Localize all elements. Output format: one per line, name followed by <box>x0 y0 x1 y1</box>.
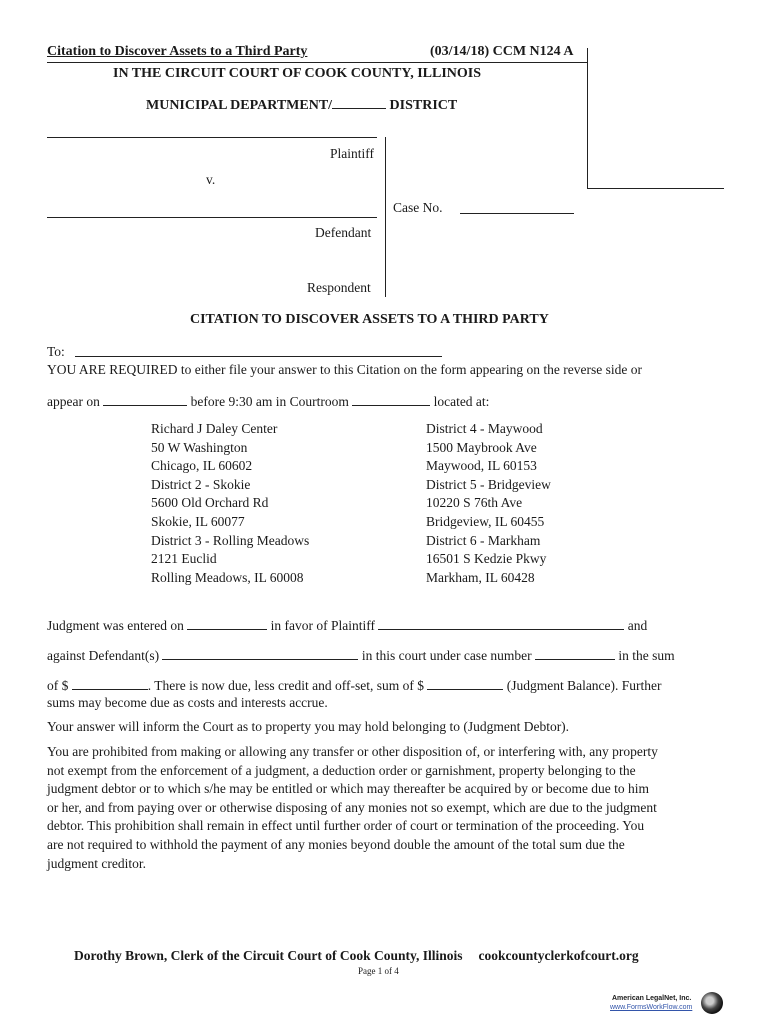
appear-date-blank[interactable] <box>103 393 187 406</box>
location-line: 1500 Maybrook Ave <box>426 439 537 455</box>
defendant-blank[interactable] <box>162 647 358 660</box>
location-line: District 2 - Skokie <box>151 476 251 492</box>
location-line: Skokie, IL 60077 <box>151 513 245 529</box>
footer-website[interactable]: cookcountyclerkofcourt.org <box>478 948 639 963</box>
to-label: To: <box>47 344 65 359</box>
sum-blank[interactable] <box>72 677 148 690</box>
appear-line: appear on before 9:30 am in Courtroom located at: <box>47 394 490 409</box>
location-line: District 6 - Markham <box>426 532 541 548</box>
page-number: Page 1 of 4 <box>358 966 399 976</box>
location-line: Rolling Meadows, IL 60008 <box>151 569 304 585</box>
location-line: Chicago, IL 60602 <box>151 458 253 474</box>
plaintiff-label: Plaintiff <box>330 146 375 161</box>
locations-left <box>151 420 309 587</box>
prohibition-paragraph <box>47 743 658 873</box>
case-no-line[interactable] <box>460 213 574 214</box>
location-line: 16501 S Kedzie Pkwy <box>426 551 547 567</box>
location-line: 10220 S 76th Ave <box>426 495 523 511</box>
location-line: 50 W Washington <box>151 439 248 455</box>
publisher-logo-icon <box>701 992 723 1014</box>
balance-blank[interactable] <box>427 677 503 690</box>
judgment-date-blank[interactable] <box>187 617 267 630</box>
versus-label: v. <box>206 172 216 187</box>
answer-text: Your answer will inform the Court as to property you may hold belonging to (Judgment Debtor). <box>47 719 570 734</box>
paragraph-line: debtor. This prohibition shall remain in effect until further order of court or termination of the proceeding. You <box>47 818 645 834</box>
department-heading: MUNICIPAL DEPARTMENT/ DISTRICT <box>146 98 458 113</box>
paragraph-line: not exempt from the enforcement of a judgment, a deduction order or garnishment, property belonging to the <box>47 762 636 778</box>
required-text: YOU ARE REQUIRED to either file your answer to this Citation on the form appearing on the reverse side or <box>47 362 642 377</box>
plaintiff-name-line[interactable] <box>47 137 377 138</box>
publisher-name: American LegalNet, Inc. <box>612 995 692 1002</box>
judgment-sum-line: of $ . There is now due, less credit and off-set, sum of $ (Judgment Balance). Further <box>47 678 662 693</box>
footer-clerk: Dorothy Brown, Clerk of the Circuit Court of Cook County, Illinois cookcountyclerkofcourt.org <box>74 948 639 963</box>
location-line: 2121 Euclid <box>151 551 217 567</box>
header-right-rule <box>587 48 588 188</box>
locations-right <box>426 420 551 587</box>
publisher-url[interactable]: www.FormsWorkFlow.com <box>610 1004 693 1011</box>
location-line: Maywood, IL 60153 <box>426 458 537 474</box>
location-line: District 5 - Bridgeview <box>426 476 551 492</box>
location-line: 5600 Old Orchard Rd <box>151 495 269 511</box>
paragraph-line: judgment creditor. <box>47 855 146 871</box>
paragraph-line: are not required to withhold the payment of any monies beyond double the amount of the total sum due the <box>47 836 625 852</box>
to-line[interactable] <box>75 356 442 357</box>
form-title: Citation to Discover Assets to a Third Party <box>47 44 308 59</box>
paragraph-line: judgment debtor or to which s/he may be entitled or which may thereafter be acquired by or become due to him <box>47 781 650 797</box>
location-line: Bridgeview, IL 60455 <box>426 513 545 529</box>
defendant-label: Defendant <box>315 225 372 240</box>
header-underline <box>47 62 587 63</box>
defendant-name-line[interactable] <box>47 217 377 218</box>
sums-line: sums may become due as costs and interests accrue. <box>47 695 328 710</box>
district-blank[interactable] <box>332 96 386 109</box>
caption-divider <box>385 137 386 297</box>
courtroom-blank[interactable] <box>352 393 430 406</box>
paragraph-line: or her, and from paying over or otherwise disposing of any monies not so exempt, which are due to the judgment <box>47 799 657 815</box>
judgment-against-line: against Defendant(s) in this court under case number in the sum <box>47 648 675 663</box>
location-line: District 3 - Rolling Meadows <box>151 532 310 548</box>
header-right-hrule <box>587 188 724 189</box>
court-heading: IN THE CIRCUIT COURT OF COOK COUNTY, ILLINOIS <box>113 66 481 81</box>
location-line: Richard J Daley Center <box>151 421 278 436</box>
form-code: (03/14/18) CCM N124 A <box>430 44 574 59</box>
judgment-entered-line: Judgment was entered on in favor of Plaintiff and <box>47 618 648 633</box>
location-line: District 4 - Maywood <box>426 421 543 436</box>
case-number-blank[interactable] <box>535 647 615 660</box>
respondent-label: Respondent <box>307 280 371 295</box>
citation-title: CITATION TO DISCOVER ASSETS TO A THIRD PARTY <box>190 312 549 327</box>
paragraph-line: You are prohibited from making or allowing any transfer or other disposition of, or interfering with, any property <box>47 744 658 759</box>
plaintiff-blank[interactable] <box>378 617 624 630</box>
location-line: Markham, IL 60428 <box>426 569 535 585</box>
case-no-label: Case No. <box>393 200 443 215</box>
